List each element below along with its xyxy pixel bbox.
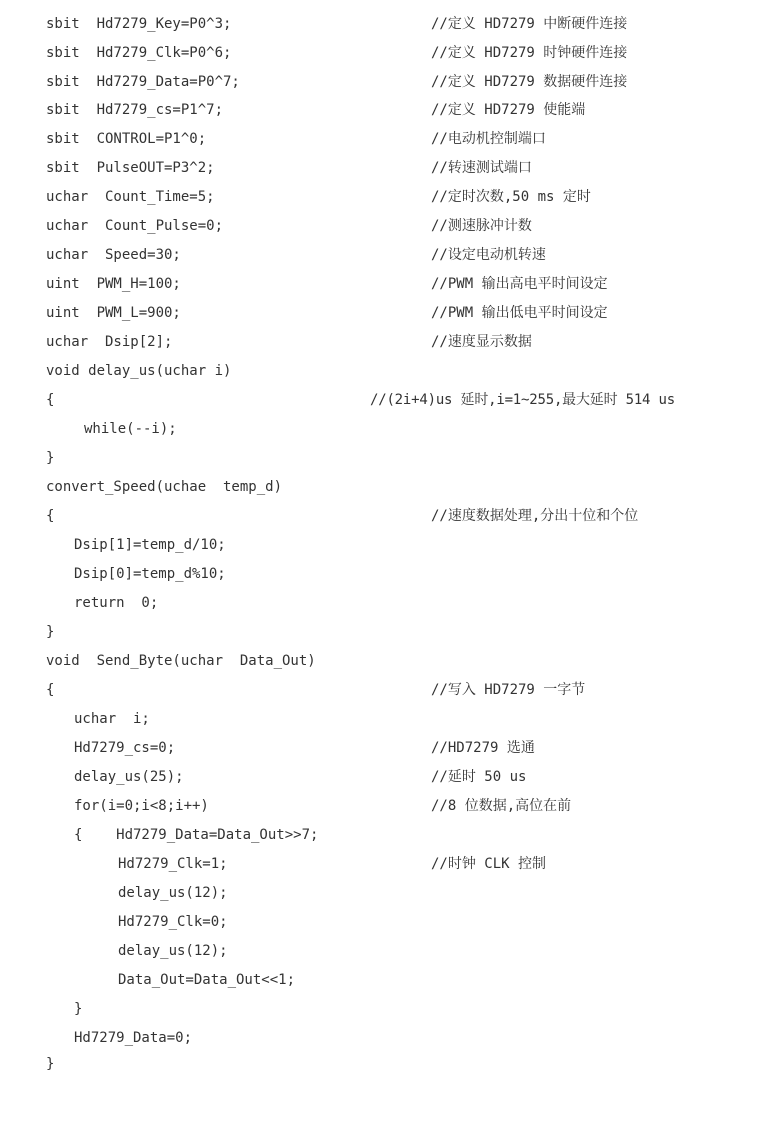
code-line-24 — [0, 678, 759, 702]
code-line-23 — [0, 649, 759, 673]
code-line-31 — [0, 881, 759, 905]
code-comment: //8 位数据,高位在前 — [431, 798, 572, 814]
code-text: Dsip[0]=temp_d%10; — [74, 566, 226, 582]
code-line-19 — [0, 533, 759, 557]
code-text: } — [46, 1056, 55, 1072]
code-line-9 — [0, 243, 759, 267]
code-line-32 — [0, 910, 759, 934]
code-comment: //时钟 CLK 控制 — [431, 856, 547, 872]
code-comment: //(2i+4)us 延时,i=1~255,最大延时 514 us — [370, 392, 675, 408]
code-text: uint PWM_H=100; — [46, 276, 181, 292]
code-text: delay_us(12); — [118, 943, 228, 959]
code-line-33 — [0, 939, 759, 963]
code-text: while(--i); — [84, 421, 177, 437]
code-text: uchar Dsip[2]; — [46, 334, 173, 350]
code-line-26 — [0, 736, 759, 760]
code-text: sbit Hd7279_Clk=P0^6; — [46, 45, 232, 61]
code-text: { — [46, 392, 55, 408]
code-comment: //PWM 输出低电平时间设定 — [431, 305, 608, 321]
code-text: sbit PulseOUT=P3^2; — [46, 160, 215, 176]
code-text: } — [74, 1001, 83, 1017]
code-line-37 — [0, 1052, 759, 1076]
code-text: uchar Count_Time=5; — [46, 189, 215, 205]
code-line-28 — [0, 794, 759, 818]
code-line-30 — [0, 852, 759, 876]
code-line-12 — [0, 330, 759, 354]
code-comment: //定义 HD7279 中断硬件连接 — [431, 16, 628, 32]
code-text: Hd7279_cs=0; — [74, 740, 176, 756]
code-line-25 — [0, 707, 759, 731]
code-line-8 — [0, 214, 759, 238]
code-line-3 — [0, 70, 759, 94]
code-text: } — [46, 624, 55, 640]
code-comment: //定义 HD7279 数据硬件连接 — [431, 74, 628, 90]
code-text: { Hd7279_Data=Data_Out>>7; — [74, 827, 319, 843]
code-comment: //PWM 输出高电平时间设定 — [431, 276, 608, 292]
code-line-6 — [0, 156, 759, 180]
code-line-35 — [0, 997, 759, 1021]
code-comment: //定义 HD7279 使能端 — [431, 102, 586, 118]
code-text: uchar i; — [74, 711, 150, 727]
code-line-11 — [0, 301, 759, 325]
code-line-34 — [0, 968, 759, 992]
code-line-5 — [0, 127, 759, 151]
code-line-27 — [0, 765, 759, 789]
code-comment: //电动机控制端口 — [431, 131, 546, 147]
code-text: Hd7279_Data=0; — [74, 1030, 193, 1046]
code-line-22 — [0, 620, 759, 644]
code-text: delay_us(25); — [74, 769, 184, 785]
code-text: { — [46, 682, 55, 698]
code-line-4 — [0, 98, 759, 122]
code-text: uchar Count_Pulse=0; — [46, 218, 224, 234]
code-comment: //定时次数,50 ms 定时 — [431, 189, 591, 205]
code-line-18 — [0, 504, 759, 528]
code-text: void delay_us(uchar i) — [46, 363, 232, 379]
code-line-1 — [0, 12, 759, 36]
code-text: uchar Speed=30; — [46, 247, 181, 263]
code-line-7 — [0, 185, 759, 209]
code-text: { — [46, 508, 55, 524]
code-text: convert_Speed(uchae temp_d) — [46, 479, 283, 495]
code-text: sbit Hd7279_Key=P0^3; — [46, 16, 232, 32]
code-text: void Send_Byte(uchar Data_Out) — [46, 653, 316, 669]
code-text: return 0; — [74, 595, 159, 611]
code-line-36 — [0, 1026, 759, 1050]
code-comment: //定义 HD7279 时钟硬件连接 — [431, 45, 628, 61]
code-text: sbit Hd7279_cs=P1^7; — [46, 102, 224, 118]
code-comment: //HD7279 选通 — [431, 740, 535, 756]
code-text: delay_us(12); — [118, 885, 228, 901]
code-text: } — [46, 450, 55, 466]
code-text: Data_Out=Data_Out<<1; — [118, 972, 296, 988]
code-text: Dsip[1]=temp_d/10; — [74, 537, 226, 553]
code-text: for(i=0;i<8;i++) — [74, 798, 209, 814]
code-comment: //设定电动机转速 — [431, 247, 546, 263]
code-comment: //速度数据处理,分出十位和个位 — [431, 508, 639, 524]
code-line-13 — [0, 359, 759, 383]
code-comment: //写入 HD7279 一字节 — [431, 682, 586, 698]
code-comment: //延时 50 us — [431, 769, 527, 785]
code-line-14 — [0, 388, 759, 412]
code-comment: //速度显示数据 — [431, 334, 532, 350]
code-line-16 — [0, 446, 759, 470]
code-text: sbit Hd7279_Data=P0^7; — [46, 74, 240, 90]
code-comment: //测速脉冲计数 — [431, 218, 532, 234]
code-line-10 — [0, 272, 759, 296]
code-line-21 — [0, 591, 759, 615]
code-line-2 — [0, 41, 759, 65]
code-line-29 — [0, 823, 759, 847]
code-text: sbit CONTROL=P1^0; — [46, 131, 207, 147]
code-text: Hd7279_Clk=1; — [118, 856, 228, 872]
code-line-20 — [0, 562, 759, 586]
code-comment: //转速测试端口 — [431, 160, 532, 176]
code-text: uint PWM_L=900; — [46, 305, 181, 321]
code-line-17 — [0, 475, 759, 499]
code-text: Hd7279_Clk=0; — [118, 914, 228, 930]
code-line-15 — [0, 417, 759, 441]
